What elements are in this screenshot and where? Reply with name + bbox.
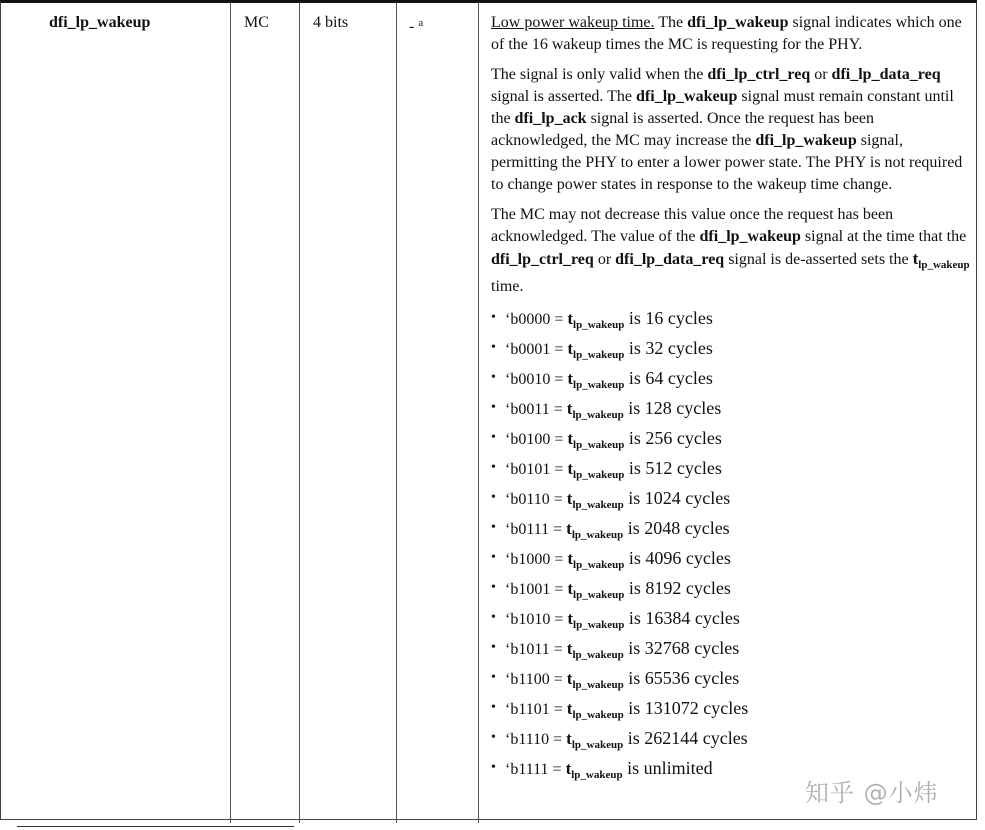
encoding-cycles: is 65536 cycles bbox=[623, 668, 740, 688]
encoding-cycles: is 64 cycles bbox=[624, 368, 713, 388]
timing-subscript: lp_wakeup bbox=[573, 439, 625, 451]
text-run: signal is asserted. The bbox=[491, 88, 637, 105]
signal-ref: dfi_lp_ctrl_req bbox=[707, 66, 811, 83]
timing-symbol: t bbox=[912, 249, 919, 268]
encoding-item bbox=[491, 666, 971, 696]
timing-symbol: t bbox=[567, 369, 574, 388]
encoding-cycles: is 256 cycles bbox=[624, 428, 722, 448]
timing-symbol: t bbox=[566, 399, 573, 418]
column-divider bbox=[299, 3, 300, 823]
signal-ref: dfi_lp_wakeup bbox=[699, 228, 801, 245]
encoding-code: ‘b0110 = bbox=[505, 491, 567, 508]
encoding-code: ‘b1100 = bbox=[505, 671, 567, 688]
timing-subscript: lp_wakeup bbox=[572, 679, 624, 691]
description-paragraph-2 bbox=[491, 64, 971, 196]
encoding-code: ‘b1010 = bbox=[505, 611, 568, 628]
timing-symbol: t bbox=[566, 669, 573, 688]
footnote-separator bbox=[17, 826, 294, 827]
timing-symbol: t bbox=[565, 759, 572, 778]
encoding-item bbox=[491, 336, 971, 366]
timing-symbol: t bbox=[566, 699, 573, 718]
encoding-item bbox=[491, 486, 971, 516]
encoding-cycles: is 131072 cycles bbox=[623, 698, 749, 718]
column-divider bbox=[478, 3, 479, 823]
encoding-code: ‘b1000 = bbox=[505, 551, 568, 568]
default-footnote-marker: a bbox=[418, 17, 424, 29]
signal-ref: dfi_lp_data_req bbox=[831, 66, 941, 83]
encoding-code: ‘b0010 = bbox=[505, 371, 568, 388]
encoding-item bbox=[491, 306, 971, 336]
text-run: signal is de-asserted sets the bbox=[724, 251, 913, 268]
encoding-code: ‘b1110 = bbox=[505, 731, 567, 748]
encoding-cycles: is 16 cycles bbox=[624, 308, 713, 328]
timing-symbol: t bbox=[567, 339, 574, 358]
timing-subscript: lp_wakeup bbox=[572, 499, 624, 511]
signal-ref: dfi_lp_wakeup bbox=[636, 88, 738, 105]
signal-ref: dfi_lp_ack bbox=[514, 110, 587, 127]
timing-subscript: lp_wakeup bbox=[918, 259, 970, 271]
encoding-item bbox=[491, 366, 971, 396]
text-run: signal is asserted. Once the request has been acknowledged, the MC may increase the bbox=[491, 110, 875, 149]
encoding-code: ‘b0100 = bbox=[505, 431, 568, 448]
timing-subscript: lp_wakeup bbox=[573, 349, 625, 361]
signal-ref: dfi_lp_wakeup bbox=[755, 132, 857, 149]
column-divider bbox=[230, 3, 231, 823]
text-run: signal indicates which one of the 16 wakeup times the MC is requesting for the PHY. bbox=[491, 14, 962, 53]
timing-subscript: lp_wakeup bbox=[573, 319, 625, 331]
default-cell bbox=[409, 12, 423, 38]
timing-subscript: lp_wakeup bbox=[572, 649, 624, 661]
encoding-cycles: is 32 cycles bbox=[624, 338, 713, 358]
timing-symbol: t bbox=[567, 309, 574, 328]
encoding-cycles: is 8192 cycles bbox=[624, 578, 731, 598]
timing-subscript: lp_wakeup bbox=[572, 409, 624, 421]
timing-subscript: lp_wakeup bbox=[573, 559, 625, 571]
description-paragraph-3 bbox=[491, 204, 971, 298]
encoding-code: ‘b0000 = bbox=[505, 311, 568, 328]
text-run: or bbox=[810, 66, 832, 83]
text-run: time. bbox=[491, 278, 524, 295]
encoding-code: ‘b1011 = bbox=[505, 641, 567, 658]
timing-symbol: t bbox=[566, 729, 572, 748]
encoding-cycles: is 4096 cycles bbox=[624, 548, 731, 568]
encoding-item bbox=[491, 516, 971, 546]
timing-symbol: t bbox=[567, 549, 574, 568]
text-run: signal at the time that the bbox=[800, 228, 967, 245]
timing-subscript: lp_wakeup bbox=[573, 589, 625, 601]
timing-symbol: t bbox=[566, 639, 573, 658]
source-cell: MC bbox=[244, 14, 269, 31]
timing-symbol: t bbox=[566, 489, 573, 508]
default-value: - bbox=[409, 18, 415, 35]
encoding-item bbox=[491, 396, 971, 426]
signal-ref: dfi_lp_data_req bbox=[615, 251, 725, 268]
encoding-code: ‘b0101 = bbox=[505, 461, 568, 478]
encoding-cycles: is 512 cycles bbox=[624, 458, 722, 478]
text-run: signal, permitting the PHY to enter a lower power state. The PHY is not required to change power states in response to the wakeup time change. bbox=[491, 132, 963, 193]
signal-name-cell: dfi_lp_wakeup bbox=[49, 14, 151, 31]
column-divider bbox=[396, 3, 397, 823]
description-paragraph-1 bbox=[491, 12, 971, 56]
text-run: or bbox=[593, 251, 616, 268]
encoding-code: ‘b1101 = bbox=[505, 701, 567, 718]
text-run: signal must remain constant until the bbox=[491, 88, 954, 127]
encoding-cycles: is unlimited bbox=[622, 758, 713, 778]
text-run: The bbox=[654, 14, 688, 31]
timing-symbol: t bbox=[567, 609, 574, 628]
encoding-code: ‘b0001 = bbox=[505, 341, 568, 358]
timing-subscript: lp_wakeup bbox=[571, 769, 623, 781]
signal-ref: dfi_lp_ctrl_req bbox=[491, 251, 594, 268]
timing-subscript: lp_wakeup bbox=[572, 709, 624, 721]
timing-symbol: t bbox=[566, 519, 572, 538]
wakeup-encoding-list bbox=[491, 306, 971, 786]
timing-symbol: t bbox=[567, 429, 574, 448]
timing-symbol: t bbox=[567, 579, 574, 598]
encoding-item bbox=[491, 576, 971, 606]
description-cell bbox=[491, 12, 971, 786]
encoding-item bbox=[491, 696, 971, 726]
encoding-code: ‘b0111 = bbox=[505, 521, 567, 538]
watermark: 知乎 @小炜 bbox=[805, 779, 939, 807]
timing-subscript: lp_wakeup bbox=[573, 619, 625, 631]
encoding-code: ‘b1001 = bbox=[505, 581, 568, 598]
encoding-cycles: is 32768 cycles bbox=[623, 638, 740, 658]
encoding-item bbox=[491, 726, 971, 756]
text-run: The signal is only valid when the bbox=[491, 66, 708, 83]
text-run: The MC may not decrease this value once the request has been acknowledged. The value of the bbox=[491, 206, 894, 245]
encoding-item bbox=[491, 426, 971, 456]
encoding-cycles: is 1024 cycles bbox=[623, 488, 731, 508]
width-cell: 4 bits bbox=[313, 14, 349, 31]
encoding-cycles: is 262144 cycles bbox=[623, 728, 748, 748]
encoding-item bbox=[491, 606, 971, 636]
encoding-code: ‘b0011 = bbox=[505, 401, 567, 418]
encoding-item bbox=[491, 456, 971, 486]
encoding-cycles: is 16384 cycles bbox=[624, 608, 740, 628]
timing-symbol: t bbox=[567, 459, 574, 478]
description-heading: Low power wakeup time. bbox=[491, 14, 655, 31]
encoding-code: ‘b1111 = bbox=[505, 761, 566, 778]
timing-subscript: lp_wakeup bbox=[573, 379, 625, 391]
timing-subscript: lp_wakeup bbox=[571, 529, 624, 541]
timing-subscript: lp_wakeup bbox=[573, 469, 625, 481]
encoding-item bbox=[491, 636, 971, 666]
encoding-cycles: is 2048 cycles bbox=[623, 518, 730, 538]
encoding-item bbox=[491, 546, 971, 576]
timing-subscript: lp_wakeup bbox=[571, 739, 624, 751]
signal-ref: dfi_lp_wakeup bbox=[687, 14, 789, 31]
encoding-cycles: is 128 cycles bbox=[623, 398, 722, 418]
